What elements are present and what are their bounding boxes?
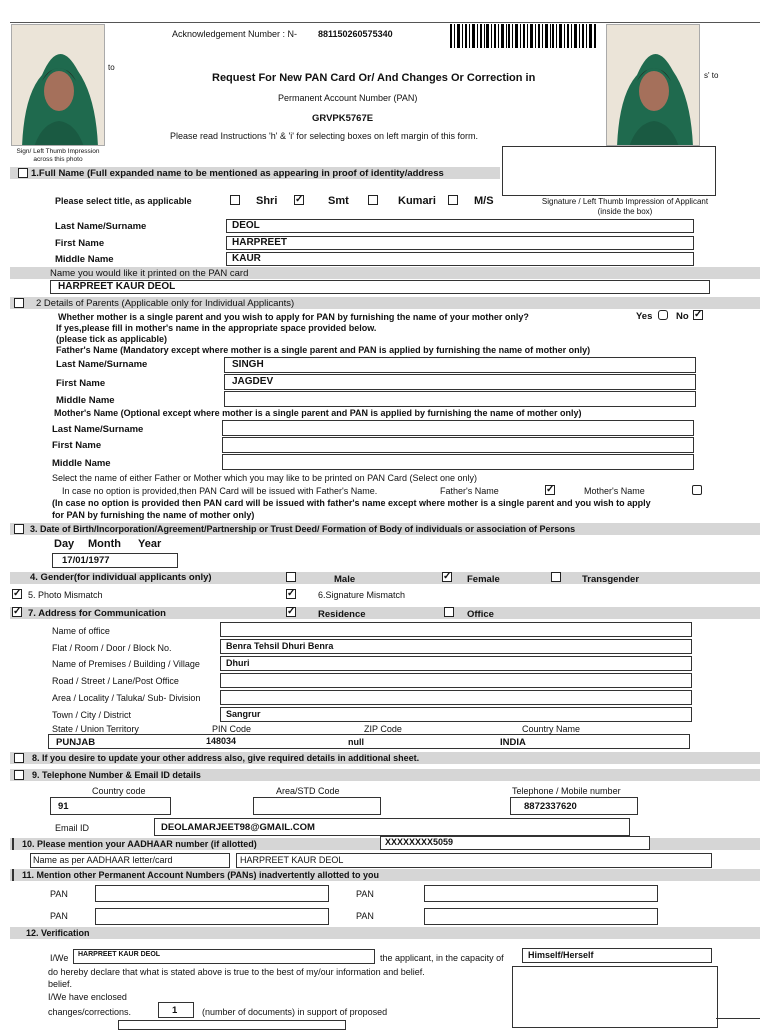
pin-label: PIN Code — [212, 724, 252, 734]
last-name-value: DEOL — [232, 220, 260, 231]
mother-middle-field[interactable] — [222, 454, 694, 470]
town-label: Town / City / District — [52, 710, 132, 720]
middle-name-label: Middle Name — [55, 254, 114, 265]
title-kumari: Kumari — [398, 195, 436, 207]
state-value: PUNJAB — [56, 737, 96, 748]
title-prompt: Please select title, as applicable — [55, 196, 192, 206]
state-pin-country-field[interactable] — [48, 734, 690, 749]
ack-label: Acknowledgement Number : N- — [172, 29, 298, 39]
father-option-label: Father's Name — [440, 486, 499, 496]
section-3-checkbox[interactable] — [14, 524, 24, 534]
declaration-line-2: belief. — [48, 979, 73, 989]
gender-male-label: Male — [334, 574, 356, 585]
title-ms: M/S — [474, 195, 494, 207]
single-parent-no-checkbox[interactable]: ✓ — [694, 309, 703, 320]
title-ms-checkbox[interactable] — [448, 195, 458, 205]
section-7-checkbox[interactable]: ✓ — [13, 606, 22, 617]
last-name-label: Last Name/Surname — [55, 221, 147, 232]
section-12-band — [10, 927, 760, 939]
father-last-label: Last Name/Surname — [56, 359, 148, 370]
section-11-marker — [12, 869, 14, 881]
section-3-heading: 3. Date of Birth/Incorporation/Agreement/Partnership or Trust Deed/ Formation of Body of individuals or association of Persons — [30, 524, 576, 534]
father-last-field[interactable] — [224, 357, 696, 373]
dob-value: 17/01/1977 — [62, 555, 110, 566]
top-border — [10, 22, 760, 23]
right-edge-mark — [716, 1018, 760, 1019]
flat-value: Benra Tehsil Dhuri Benra — [226, 641, 334, 651]
signature-box[interactable] — [502, 146, 716, 196]
capacity-value: Himself/Herself — [528, 950, 594, 960]
verification-signature-box[interactable] — [512, 966, 718, 1028]
mother-last-field[interactable] — [222, 420, 694, 436]
section-8-checkbox[interactable] — [14, 753, 24, 763]
premises-value: Dhuri — [226, 658, 250, 668]
verification-name-value: HARPREET KAUR DEOL — [78, 951, 161, 958]
form-title: Request For New PAN Card Or/ And Changes Or Correction in — [212, 72, 536, 84]
single-parent-question: Whether mother is a single parent and you wish to apply for PAN by furnishing the name of your mother only? — [58, 312, 529, 322]
pan-number: GRVPK5767E — [312, 113, 374, 124]
title-smt: Smt — [328, 195, 349, 207]
other-pan-label-4: PAN — [356, 911, 374, 921]
documents-text: (number of documents) in support of proposed — [202, 1007, 388, 1017]
print-parent-default: In case no option is provided,then PAN Card will be issued with Father's Name. — [62, 486, 378, 496]
title-kumari-checkbox[interactable] — [368, 195, 378, 205]
father-middle-field[interactable] — [224, 391, 696, 407]
other-pan-field-4[interactable] — [424, 908, 658, 925]
section-2-heading: 2 Details of Parents (Applicable only for Individual Applicants) — [36, 298, 295, 309]
country-code-value: 91 — [58, 801, 69, 812]
address-residence-checkbox[interactable]: ✓ — [287, 606, 296, 617]
dob-month-label: Month — [88, 538, 121, 550]
signature-mismatch-label: 6.Signature Mismatch — [318, 590, 406, 600]
road-field[interactable] — [220, 673, 692, 688]
section-1-checkbox[interactable] — [18, 168, 28, 178]
single-parent-no-label: No — [676, 311, 689, 322]
print-parent-select: Select the name of either Father or Mother which you may like to be printed on PAN Card (Select one only) — [52, 473, 478, 483]
applicant-photo-right — [606, 24, 700, 146]
road-label: Road / Street / Lane/Post Office — [52, 676, 179, 686]
father-middle-label: Middle Name — [56, 395, 115, 406]
capacity-text: the applicant, in the capacity of — [380, 953, 504, 963]
premises-label: Name of Premises / Building / Village — [52, 659, 200, 669]
first-name-field[interactable] — [226, 236, 694, 250]
documents-count-value: 1 — [172, 1005, 178, 1016]
aadhaar-value: XXXXXXXX5059 — [385, 837, 454, 847]
telephone-label: Telephone / Mobile number — [512, 786, 621, 796]
section-12-heading: 12. Verification — [26, 928, 90, 938]
office-name-field[interactable] — [220, 622, 692, 637]
mother-last-label: Last Name/Surname — [52, 424, 144, 435]
email-label: Email ID — [55, 823, 90, 833]
zip-label: ZIP Code — [364, 724, 402, 734]
father-option-checkbox[interactable]: ✓ — [546, 484, 555, 495]
other-pan-field-1[interactable] — [95, 885, 329, 902]
father-first-field[interactable] — [224, 374, 696, 390]
aadhaar-name-label: Name as per AADHAAR letter/card — [33, 855, 173, 865]
std-code-label: Area/STD Code — [276, 786, 340, 796]
zip-value: null — [348, 737, 364, 747]
mother-heading: Mother's Name (Optional except where mother is a single parent and PAN is applied by furnishing the name of mother only) — [54, 408, 582, 418]
other-pan-field-2[interactable] — [424, 885, 658, 902]
section-8-heading: 8. If you desire to update your other address also, give required details in additional sheet. — [32, 753, 420, 763]
country-value: INDIA — [500, 737, 526, 748]
enclosed-line-2: changes/corrections. — [48, 1007, 132, 1017]
middle-name-field[interactable] — [226, 252, 694, 266]
parent-note-2: for PAN by furnishing the name of mother only) — [52, 510, 255, 520]
section-7-heading: 7. Address for Communication — [28, 608, 166, 619]
ack-number: 881150260575340 — [318, 29, 393, 39]
parent-note-1: (In case no option is provided then PAN card will be issued with father's name except where mother is a single parent and you wish to apply — [52, 498, 651, 508]
area-field[interactable] — [220, 690, 692, 705]
photo-right-to: s' to — [704, 71, 719, 80]
declaration-line-1: do hereby declare that what is stated above is true to the best of my/our information and belief. — [48, 967, 425, 977]
section-11-heading: 11. Mention other Permanent Account Numbers (PANs) inadvertently allotted to you — [22, 870, 380, 880]
country-label: Country Name — [522, 724, 581, 734]
photo-left-to: to — [108, 63, 115, 72]
address-residence-label: Residence — [318, 609, 366, 620]
other-pan-label-1: PAN — [50, 889, 68, 899]
flat-label: Flat / Room / Door / Block No. — [52, 643, 172, 653]
sign-photo-caption: Sign/ Left Thumb Impression across this photo — [16, 148, 100, 163]
other-pan-label-3: PAN — [50, 911, 68, 921]
title-smt-checkbox[interactable]: ✓ — [295, 194, 304, 205]
mother-option-label: Mother's Name — [584, 486, 645, 496]
form-instructions: Please read Instructions 'h' & 'i' for selecting boxes on left margin of this form. — [170, 131, 479, 141]
gender-transgender-checkbox[interactable] — [551, 572, 561, 582]
print-name-value: HARPREET KAUR DEOL — [58, 281, 176, 292]
title-shri: Shri — [256, 195, 278, 207]
section-2-checkbox[interactable] — [14, 298, 24, 308]
middle-name-value: KAUR — [232, 253, 261, 264]
address-office-checkbox[interactable] — [444, 607, 454, 617]
first-name-label: First Name — [55, 238, 105, 249]
enclosed-line-1: I/We have enclosed — [48, 992, 127, 1002]
section-9-heading: 9. Telephone Number & Email ID details — [32, 770, 201, 780]
father-first-label: First Name — [56, 378, 106, 389]
single-parent-note: If yes,please fill in mother's name in the appropriate space provided below. — [56, 323, 377, 333]
title-shri-checkbox[interactable] — [230, 195, 240, 205]
mother-middle-label: Middle Name — [52, 458, 111, 469]
section-4-heading: 4. Gender(for individual applicants only) — [30, 572, 212, 583]
photo-mismatch-label: 5. Photo Mismatch — [28, 590, 103, 600]
section-9-checkbox[interactable] — [14, 770, 24, 780]
tick-note: (please tick as applicable) — [56, 334, 168, 344]
office-name-label: Name of office — [52, 626, 110, 636]
last-name-field[interactable] — [226, 219, 694, 233]
dob-year-label: Year — [138, 538, 162, 550]
father-heading: Father's Name (Mandatory except where mother is a single parent and PAN is applied by furnishing the name of mother only) — [56, 345, 591, 355]
premises-field[interactable] — [220, 656, 692, 671]
section-10-marker — [12, 838, 14, 850]
form-subtitle: Permanent Account Number (PAN) — [278, 93, 418, 103]
pin-value: 148034 — [206, 736, 237, 746]
gender-transgender-label: Transgender — [582, 574, 640, 585]
father-last-value: SINGH — [232, 359, 264, 370]
first-name-value: HARPREET — [232, 237, 288, 248]
mother-option-checkbox[interactable] — [692, 485, 702, 495]
mother-first-label: First Name — [52, 440, 102, 451]
mother-first-field[interactable] — [222, 437, 694, 453]
father-first-value: JAGDEV — [232, 376, 274, 387]
dob-day-label: Day — [54, 538, 75, 550]
signature-box-caption: Signature / Left Thumb Impression of Applicant (inside the box) — [541, 197, 709, 216]
other-pan-label-2: PAN — [356, 889, 374, 899]
town-value: Sangrur — [226, 709, 261, 719]
country-code-label: Country code — [92, 786, 146, 796]
single-parent-yes-checkbox[interactable] — [658, 310, 668, 320]
std-code-field[interactable] — [253, 797, 381, 815]
applicant-photo-left — [11, 24, 105, 146]
verification-bottom-field[interactable] — [118, 1020, 346, 1030]
single-parent-yes-label: Yes — [636, 311, 653, 322]
verification-iwe: I/We — [50, 953, 69, 963]
section-10-heading: 10. Please mention your AADHAAR number (if allotted) — [22, 839, 257, 849]
barcode — [450, 24, 596, 48]
area-label: Area / Locality / Taluka/ Sub- Division — [52, 693, 201, 703]
signature-mismatch-checkbox[interactable]: ✓ — [287, 588, 296, 599]
gender-female-label: Female — [467, 574, 500, 585]
section-1-heading: 1.Full Name (Full expanded name to be mentioned as appearing in proof of identity/address — [31, 168, 444, 179]
state-label: State / Union Territory — [52, 724, 139, 734]
address-office-label: Office — [467, 609, 494, 620]
gender-male-checkbox[interactable] — [286, 572, 296, 582]
telephone-value: 8872337620 — [524, 801, 577, 812]
town-field[interactable] — [220, 707, 692, 722]
photo-mismatch-checkbox[interactable]: ✓ — [13, 588, 22, 599]
print-name-label: Name you would like it printed on the PAN card — [50, 268, 249, 279]
email-value: DEOLAMARJEET98@GMAIL.COM — [161, 822, 315, 833]
aadhaar-name-value: HARPREET KAUR DEOL — [240, 855, 344, 865]
gender-female-checkbox[interactable]: ✓ — [443, 571, 452, 582]
other-pan-field-3[interactable] — [95, 908, 329, 925]
